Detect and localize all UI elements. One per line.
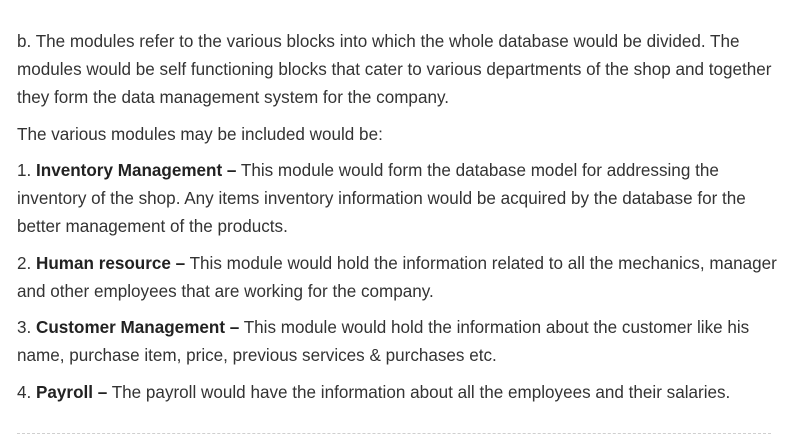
module-number: 3. bbox=[17, 318, 37, 337]
document-body bbox=[17, 28, 787, 415]
modules-lead-text: The various modules may be included would be: bbox=[17, 124, 383, 144]
module-description: This module would hold the information related to all the mechanics, manager and other employees that are working for the company. bbox=[17, 253, 777, 301]
intro-paragraph: b. The modules refer to the various blocks into which the whole database would be divided. The modules would be self functioning blocks that cater to various departments of the shop and together they form the data management system for the company. bbox=[17, 32, 772, 107]
module-description: This module would hold the information about the customer like his name, purchase item, price, previous services & purchases etc. bbox=[17, 318, 750, 365]
module-description: The payroll would have the information about all the employees and their salaries. bbox=[107, 382, 731, 402]
module-item-payroll bbox=[17, 379, 787, 407]
module-title: Human resource – bbox=[36, 253, 186, 273]
module-item-inventory bbox=[17, 157, 787, 241]
module-item-customer-management bbox=[17, 314, 787, 370]
module-title: Payroll – bbox=[36, 382, 108, 402]
module-number: 4. bbox=[17, 382, 37, 402]
module-title: Inventory Management – bbox=[36, 161, 237, 180]
module-number: 2. bbox=[17, 253, 37, 273]
module-description: This module would form the database model for addressing the inventory of the shop. Any items inventory information would be acquired by the database for the better management of the products. bbox=[17, 161, 746, 236]
module-item-human-resource bbox=[17, 250, 787, 306]
section-divider bbox=[17, 433, 771, 434]
module-title: Customer Management – bbox=[36, 318, 240, 337]
module-number: 1. bbox=[17, 161, 37, 180]
